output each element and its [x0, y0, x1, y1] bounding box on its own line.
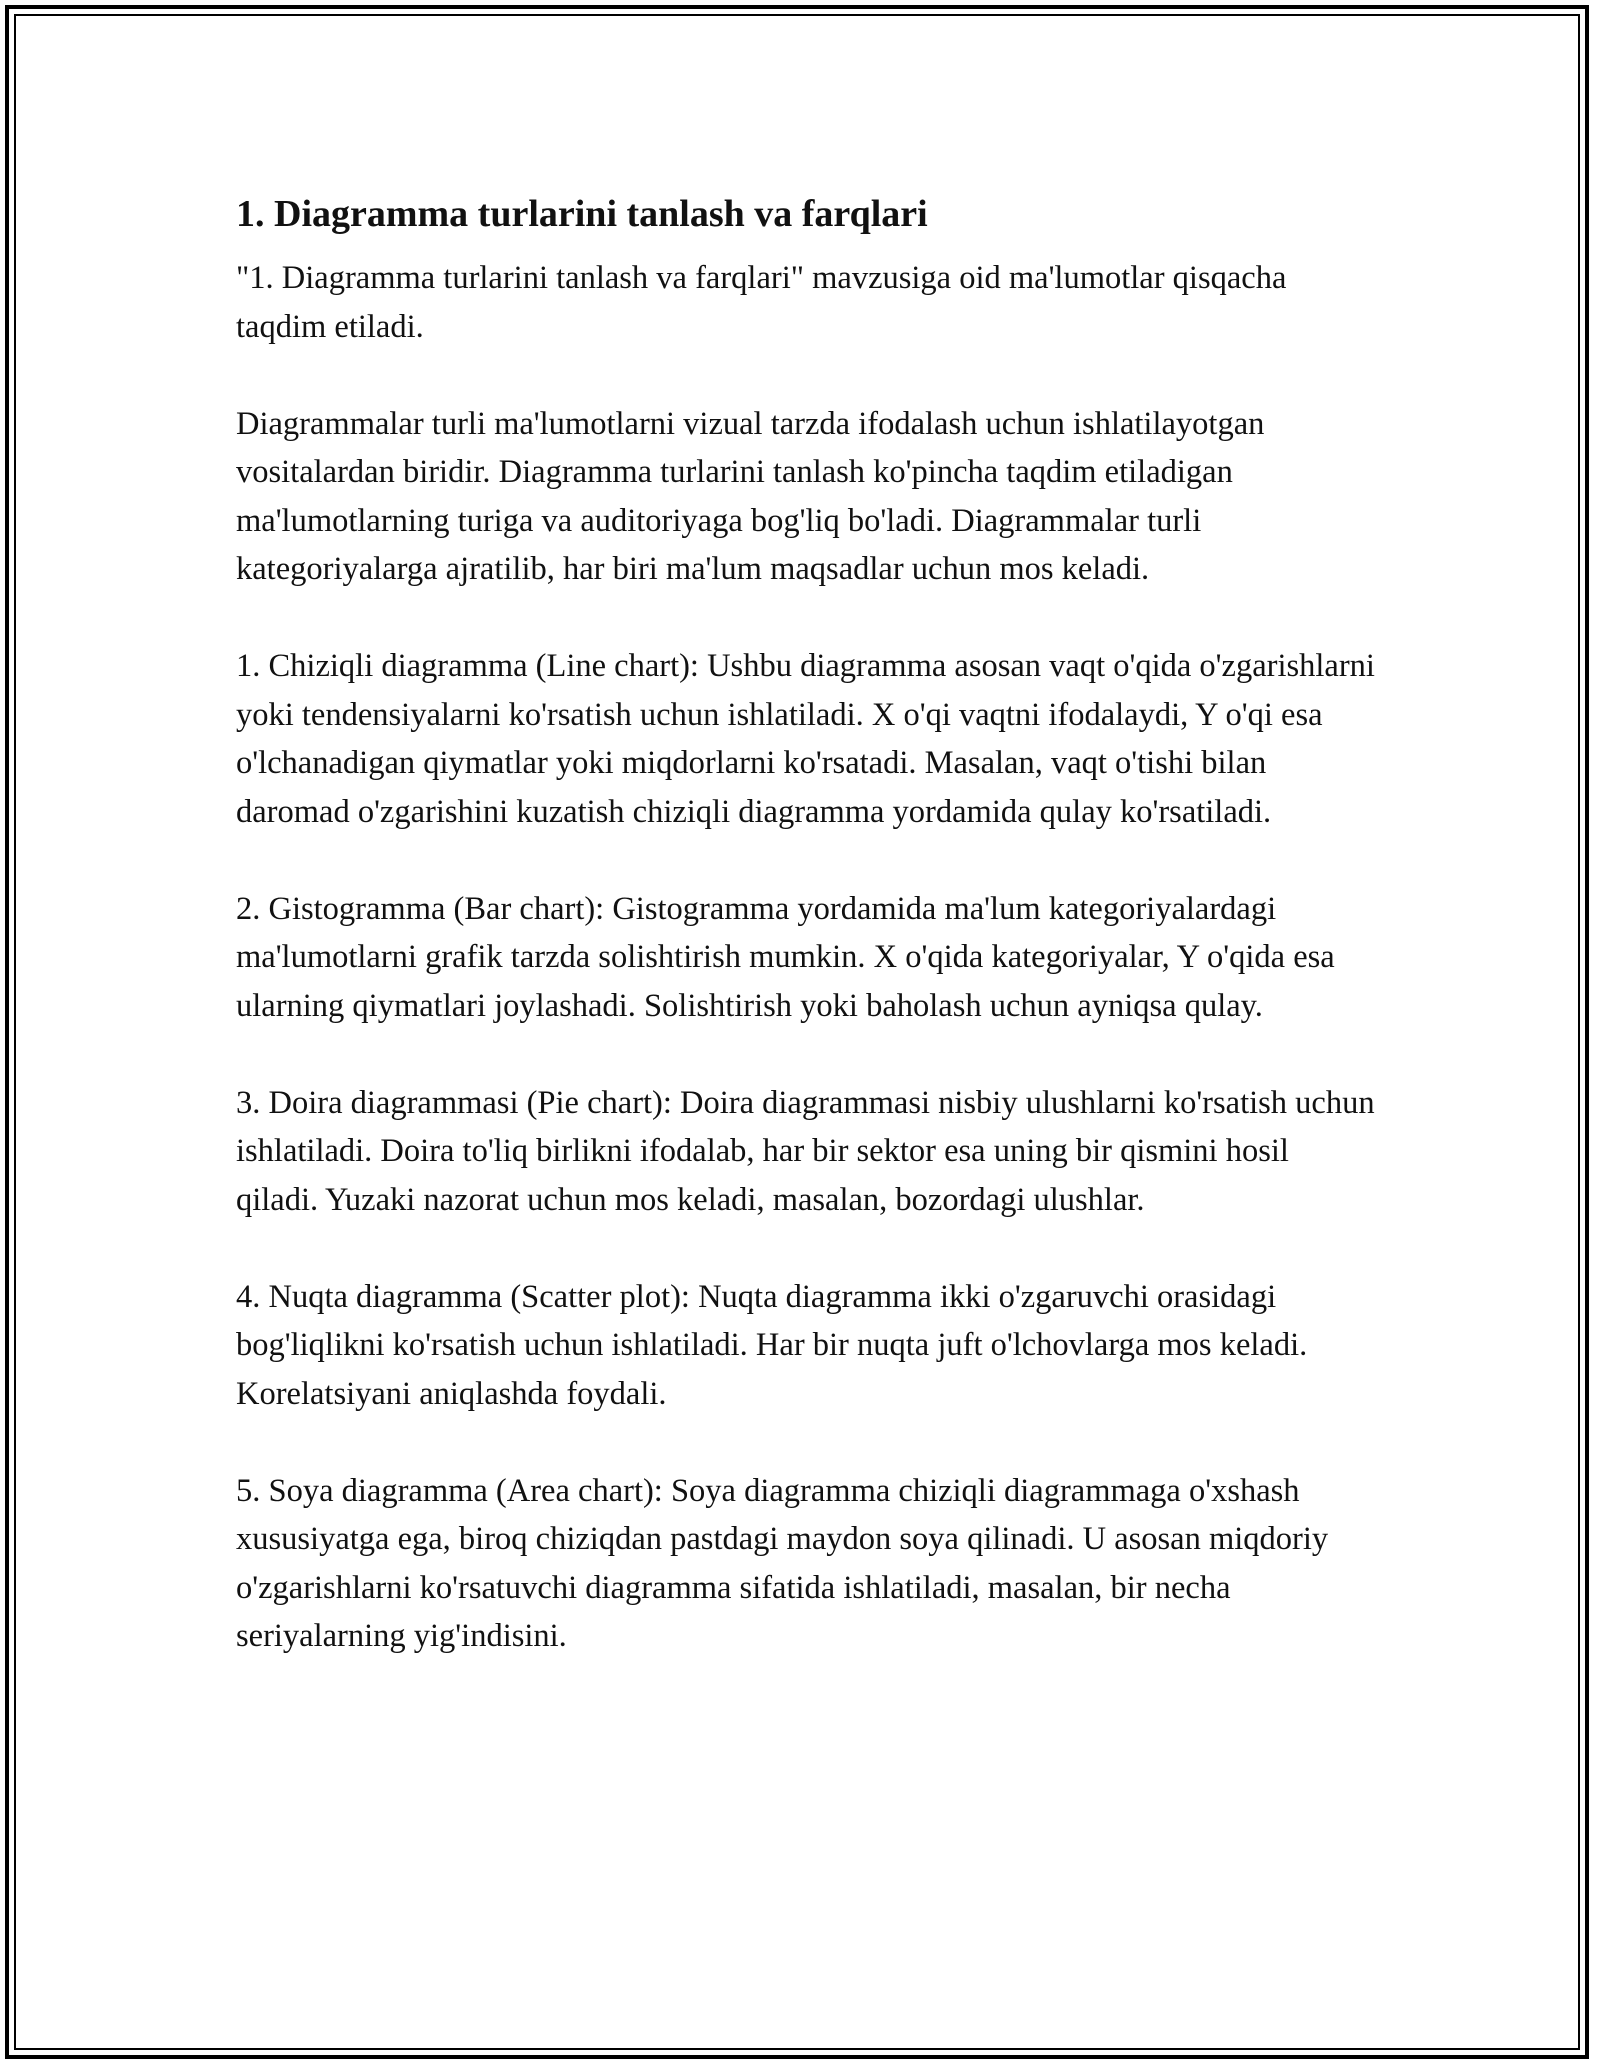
bar-chart-paragraph: 2. Gistogramma (Bar chart): Gistogramma yordamida ma'lum kategoriyalardagi ma'lumotlarni grafik tarzda solishtirish mumkin. X o'qida kategoriyalar, Y o'qida esa ularning qiymatlari joylashadi. Solishtirish yoki baholash uchun ayniqsa qulay.: [236, 890, 1335, 1024]
line-chart-paragraph: 1. Chiziqli diagramma (Line chart): Ushbu diagramma asosan vaqt o'qida o'zgarishlarni yoki tendensiyalarni ko'rsatish uchun ishlatiladi. X o'qi vaqtni ifodalaydi, Y o'qi esa o'lchanadigan qiymatlar yoki miqdorlarni ko'rsatadi. Masalan, vaqt o'tishi bilan daromad o'zgarishini kuzatish chiziqli diagramma yordamida qulay ko'rsatiladi.: [236, 648, 1375, 830]
scatter-plot-paragraph: 4. Nuqta diagramma (Scatter plot): Nuqta diagramma ikki o'zgaruvchi orasidagi bog'liqlikni ko'rsatish uchun ishlatiladi. Har bir nuqta juft o'lchovlarga mos keladi. Korelatsiyani aniqlashda foydali.: [236, 1278, 1308, 1412]
pie-chart-paragraph: 3. Doira diagrammasi (Pie chart): Doira diagrammasi nisbiy ulushlarni ko'rsatish uchun ishlatiladi. Doira to'liq birlikni ifodalab, har bir sektor esa uning bir qismini hosil qiladi. Yuzaki nazorat uchun mos keladi, masalan, bozordagi ulushlar.: [236, 1084, 1375, 1218]
document-body: [236, 188, 1376, 1709]
page-title: 1. Diagramma turlarini tanlash va farqlari: [236, 193, 928, 235]
intro-paragraph: "1. Diagramma turlarini tanlash va farqlari" mavzusiga oid ma'lumotlar qisqacha taqdim etiladi.: [236, 260, 1287, 345]
area-chart-paragraph: 5. Soya diagramma (Area chart): Soya diagramma chiziqli diagrammaga o'xshash xususiyatga ega, biroq chiziqdan pastdagi maydon soya qilinadi. U asosan miqdoriy o'zgarishlarni ko'rsatuvchi diagramma sifatida ishlatiladi, masalan, bir necha seriyalarning yig'indisini.: [236, 1472, 1329, 1654]
overview-paragraph: Diagrammalar turli ma'lumotlarni vizual tarzda ifodalash uchun ishlatilayotgan vositalardan biridir. Diagramma turlarini tanlash ko'pincha taqdim etiladigan ma'lumotlarning turiga va auditoriyaga bog'liq bo'ladi. Diagrammalar turli kategoriyalarga ajratilib, har biri ma'lum maqsadlar uchun mos keladi.: [236, 405, 1265, 587]
